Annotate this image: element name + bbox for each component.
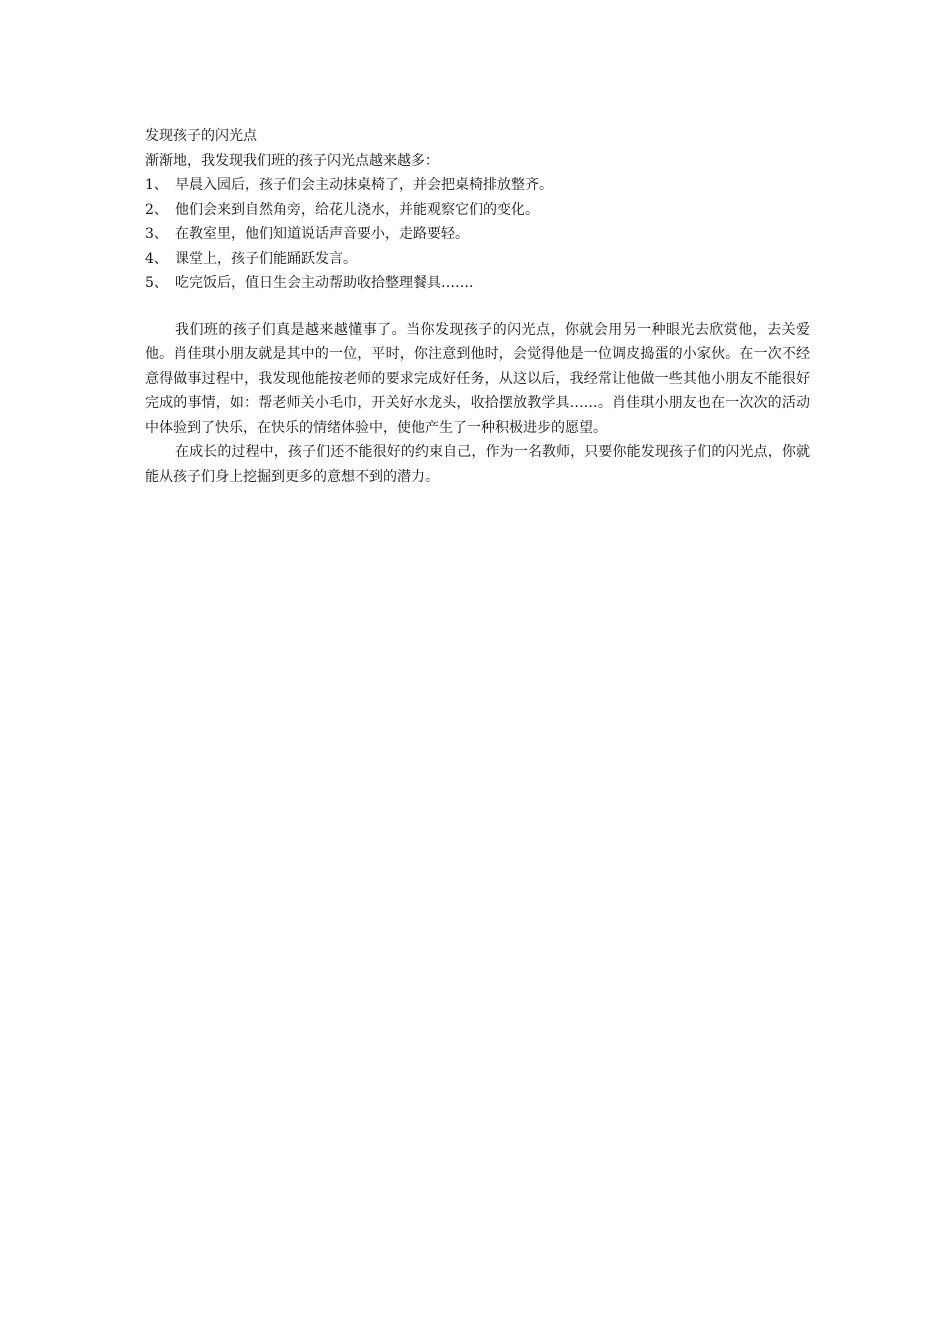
- list-item-number: 5、: [145, 275, 168, 291]
- document-title: 发现孩子的闪光点: [145, 128, 257, 144]
- list-item: [145, 198, 810, 223]
- body-paragraph: 我们班的孩子们真是越来越懂事了。当你发现孩子的闪光点，你就会用另一种眼光去欣赏他，去关爱他。肖佳琪小朋友就是其中的一位，平时，你注意到他时，会觉得他是一位调皮捣蛋的小家伙。在一次不经意得做事过程中，我发现他能按老师的要求完成好任务，从这以后，我经常让他做一些其他小朋友不能很好完成的事情，如：帮老师关小毛巾，开关好水龙头，收拾摆放教学具……。肖佳琪小朋友也在一次次的活动中体验到了快乐，在快乐的情绪体验中，使他产生了一种积极进步的愿望。: [145, 321, 810, 436]
- intro-line: 渐渐地，我发现我们班的孩子闪光点越来越多：: [145, 152, 439, 169]
- document-page: [145, 124, 810, 489]
- list-item-text: 课堂上，孩子们能踊跃发言。: [175, 250, 357, 267]
- list-item-text: 早晨入园后，孩子们会主动抹桌椅了，并会把桌椅排放整齐。: [175, 177, 553, 193]
- list-item: [145, 247, 810, 272]
- list-item-text: 在教室里，他们知道说话声音要小，走路要轻。: [175, 226, 469, 242]
- list-item-number: 4、: [145, 250, 168, 267]
- blank-line: [145, 296, 810, 318]
- list-item: [145, 173, 810, 198]
- body-paragraph: 在成长的过程中，孩子们还不能很好的约束自己，作为一名教师，只要你能发现孩子们的闪光点，你就能从孩子们身上挖掘到更多的意想不到的潜力。: [145, 444, 810, 485]
- list-item-number: 2、: [145, 201, 168, 218]
- list-item-number: 3、: [145, 226, 168, 242]
- list-item-text: 吃完饭后，值日生会主动帮助收拾整理餐具…….: [175, 275, 474, 291]
- list-item: [145, 271, 810, 296]
- list-item: [145, 222, 810, 247]
- list-item-number: 1、: [145, 177, 168, 193]
- list-item-text: 他们会来到自然角旁，给花儿浇水，并能观察它们的变化。: [175, 201, 539, 218]
